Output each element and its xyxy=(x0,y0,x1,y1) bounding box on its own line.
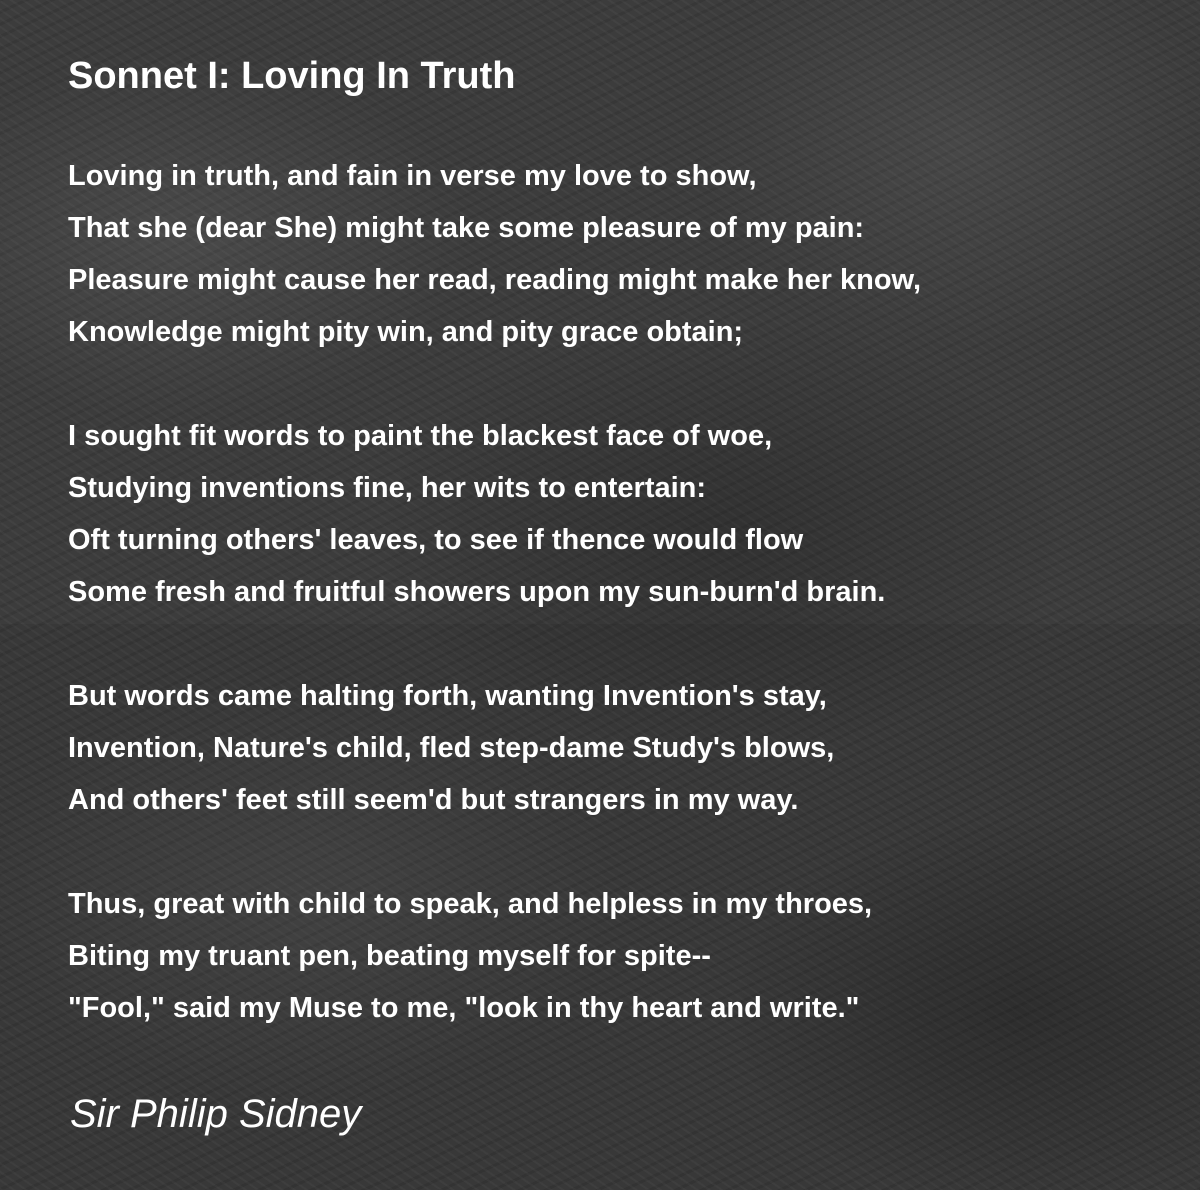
poem-title: Sonnet I: Loving In Truth xyxy=(68,55,516,97)
stanza-2 xyxy=(68,410,1168,618)
verse-line: And others' feet still seem'd but strangers in my way. xyxy=(68,784,799,816)
stanza-3 xyxy=(68,670,1168,826)
verse-line: Invention, Nature's child, fled step-dame Study's blows, xyxy=(68,732,835,764)
verse-line: "Fool," said my Muse to me, "look in thy heart and write." xyxy=(68,992,860,1024)
verse-line: Some fresh and fruitful showers upon my sun-burn'd brain. xyxy=(68,576,886,608)
verse-line: Thus, great with child to speak, and helpless in my throes, xyxy=(68,888,873,920)
verse-line: That she (dear She) might take some pleasure of my pain: xyxy=(68,212,865,244)
verse-line: I sought fit words to paint the blackest face of woe, xyxy=(68,420,773,452)
verse-line: Studying inventions fine, her wits to entertain: xyxy=(68,472,707,504)
stanza-4 xyxy=(68,878,1168,1034)
verse-line: Oft turning others' leaves, to see if thence would flow xyxy=(68,524,804,556)
poem-body xyxy=(68,150,1168,1086)
verse-line: Loving in truth, and fain in verse my love to show, xyxy=(68,160,757,192)
stanza-1 xyxy=(68,150,1168,358)
verse-line: Biting my truant pen, beating myself for spite-- xyxy=(68,940,711,972)
verse-line: Pleasure might cause her read, reading might make her know, xyxy=(68,264,922,296)
poem-author: Sir Philip Sidney xyxy=(70,1092,362,1136)
verse-line: Knowledge might pity win, and pity grace obtain; xyxy=(68,316,744,348)
verse-line: But words came halting forth, wanting Invention's stay, xyxy=(68,680,827,712)
